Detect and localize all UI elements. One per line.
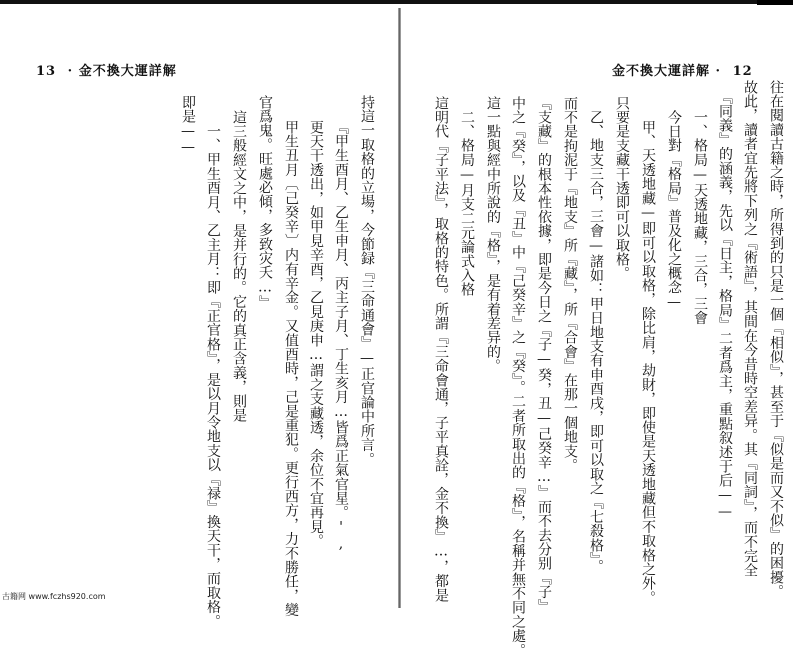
right-running-title-dot: · (715, 64, 722, 79)
right-col-12: 這一點與經中所說的『格』，是有着差异的。 (485, 96, 501, 373)
right-col-2: 故此，讀者宜先將下列之『術語』，其間在今昔時空差异。其『同詞』，而不完全 (742, 80, 758, 578)
right-col-1: 往在閱讀古籍之時，所得到的只是一個『相似』，甚至于『似是而又不似』的困擾。 (768, 80, 784, 599)
left-col-6: 這三般經文之中，是并行的。它的真正含義，則是 (231, 110, 247, 423)
left-running-title-dot: · (67, 64, 74, 79)
right-page-number: 12 (732, 64, 753, 79)
page-gutter (398, 8, 401, 608)
right-col-10: 『支藏』的根本性依據，即是今日之『子—癸，丑—己癸辛…』而不去分别『子』 (536, 96, 552, 614)
left-page-header (30, 60, 177, 80)
right-col-5: 今日對『格局』普及化之概念— (666, 110, 682, 311)
left-col-3: 更天干透出，如甲見辛酉，乙見庚申…謂之支藏透，余位不宜再見。 (308, 120, 324, 548)
left-col-7: 一、甲生酉月、乙主月：即『正官格』，是以月令地支以『禄』換天干，而取格。 (205, 124, 221, 629)
right-col-14: 這明代『子平法』，取格的特色。所謂『三命會通，子平真詮，金不換』…，都是 (433, 96, 449, 603)
left-col-2: 『甲生酉月、乙生申月、丙主子月、丁生亥月…皆爲正氣官星。', (333, 120, 349, 552)
right-page-header (612, 60, 759, 80)
left-col-4: 甲生丑月〔己癸辛〕内有辛金。又值酉時，己是重犯。更行西方，力不勝任，變 (283, 120, 299, 617)
right-col-7: 只要是支藏干透即可以取格。 (614, 96, 630, 281)
site-watermark: 古籍网 www.fczhs920.com (2, 592, 106, 601)
right-col-4: 一、格局—天透地藏，三合，三會 (692, 110, 708, 325)
right-col-6: 甲、天透地藏—即可以取格，除比肩，劫財，即使是天透地藏但不取格之外。 (640, 120, 656, 605)
left-col-1: 持這一取格的立場，今節録『三命通會』—正官論中所言。 (359, 95, 375, 467)
left-running-title: 金不換大運詳解 (78, 64, 177, 79)
right-running-title: 金不換大運詳解 (612, 64, 711, 79)
scan-corner-mark (757, 0, 793, 5)
right-col-13: 二、格局—月支二元論式入格 (459, 110, 475, 297)
left-col-5: 官爲鬼。旺處必傾，多致灾夭…』 (257, 95, 273, 310)
left-col-8: 即是—— (180, 95, 196, 156)
right-col-11: 中之『癸』，以及『丑』中『己癸辛』之『癸』。二者所取出的『格』，名稱并無不同之處。 (510, 96, 526, 657)
scan-top-edge (0, 0, 793, 4)
right-col-9: 而不是拘泥于『地支』所『藏』，所『合會』在那一個地支。 (562, 96, 578, 473)
right-col-8: 乙、地支三合，三會—諸如：甲日地支有申酉戌，即可以取之『七殺格』。 (588, 110, 604, 574)
right-col-3: 『同義』的涵義，先以『日主，格局』二者爲主，重點叙述于后—— (717, 90, 733, 520)
left-page-number: 13 (36, 64, 57, 79)
